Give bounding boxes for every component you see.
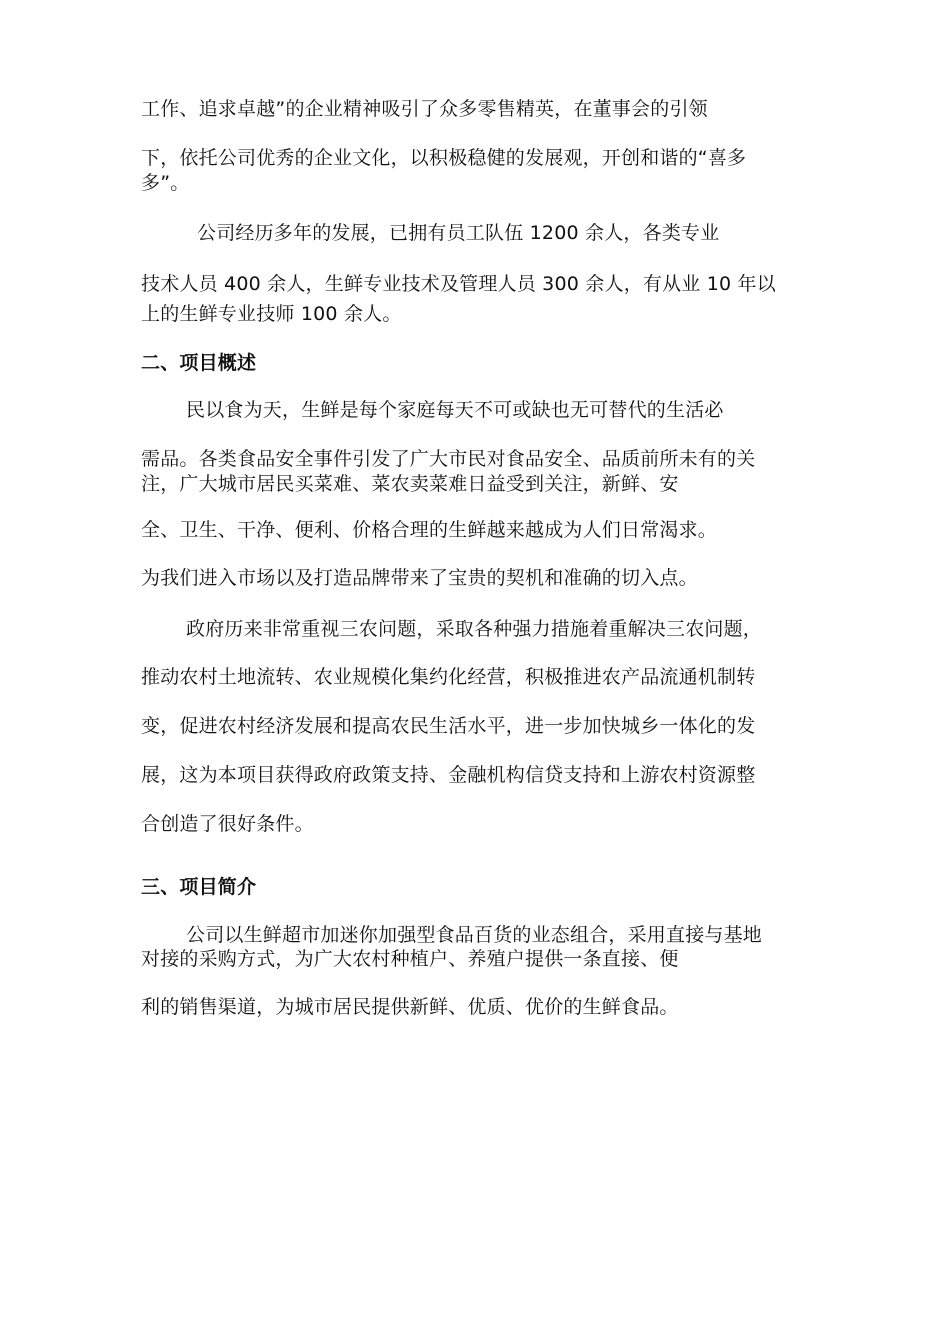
paragraph-line: 民以食为天，生鲜是每个家庭每天不可或缺也无可替代的生活必	[186, 399, 724, 421]
paragraph-line: 政府历来非常重视三农问题，采取各种强力措施着重解决三农问题，	[186, 618, 763, 640]
paragraph-line: 全、卫生、干净、便利、价格合理的生鲜越来越成为人们日常渴求。	[141, 519, 718, 541]
paragraph-line: 对接的采购方式，为广大农村种植户、养殖户提供一条直接、便	[141, 948, 679, 970]
paragraph-line: 公司以生鲜超市加迷你加强型食品百货的业态组合，采用直接与基地	[186, 924, 763, 946]
paragraph-line: 上的生鲜专业技师 100 余人。	[141, 303, 402, 325]
paragraph-line: 工作、追求卓越”的企业精神吸引了众多零售精英，在董事会的引领	[141, 98, 708, 120]
section-heading-project-overview: 二、项目概述	[141, 352, 257, 374]
paragraph-line: 技术人员 400 余人，生鲜专业技术及管理人员 300 余人，有从业 10 年以	[141, 273, 776, 295]
paragraph-line: 利的销售渠道，为城市居民提供新鲜、优质、优价的生鲜食品。	[141, 996, 679, 1018]
paragraph-line: 为我们进入市场以及打造品牌带来了宝贵的契机和准确的切入点。	[141, 567, 698, 589]
paragraph-line: 推动农村土地流转、农业规模化集约化经营，积极推进农产品流通机制转	[141, 666, 756, 688]
paragraph-line: 变，促进农村经济发展和提高农民生活水平，进一步加快城乡一体化的发	[141, 715, 756, 737]
paragraph-line: 需品。各类食品安全事件引发了广大市民对食品安全、品质前所未有的关	[141, 448, 756, 470]
paragraph-line: 多”。	[141, 172, 190, 194]
paragraph-line: 公司经历多年的发展，已拥有员工队伍 1200 余人，各类专业	[197, 222, 720, 244]
paragraph-line: 下，依托公司优秀的企业文化，以积极稳健的发展观，开创和谐的“喜多	[141, 147, 747, 169]
section-heading-project-intro: 三、项目简介	[141, 876, 257, 898]
paragraph-line: 注，广大城市居民买菜难、菜农卖菜难日益受到关注，新鲜、安	[141, 473, 679, 495]
paragraph-line: 合创造了很好条件。	[141, 813, 314, 835]
paragraph-line: 展，这为本项目获得政府政策支持、金融机构信贷支持和上游农村资源整	[141, 764, 756, 786]
